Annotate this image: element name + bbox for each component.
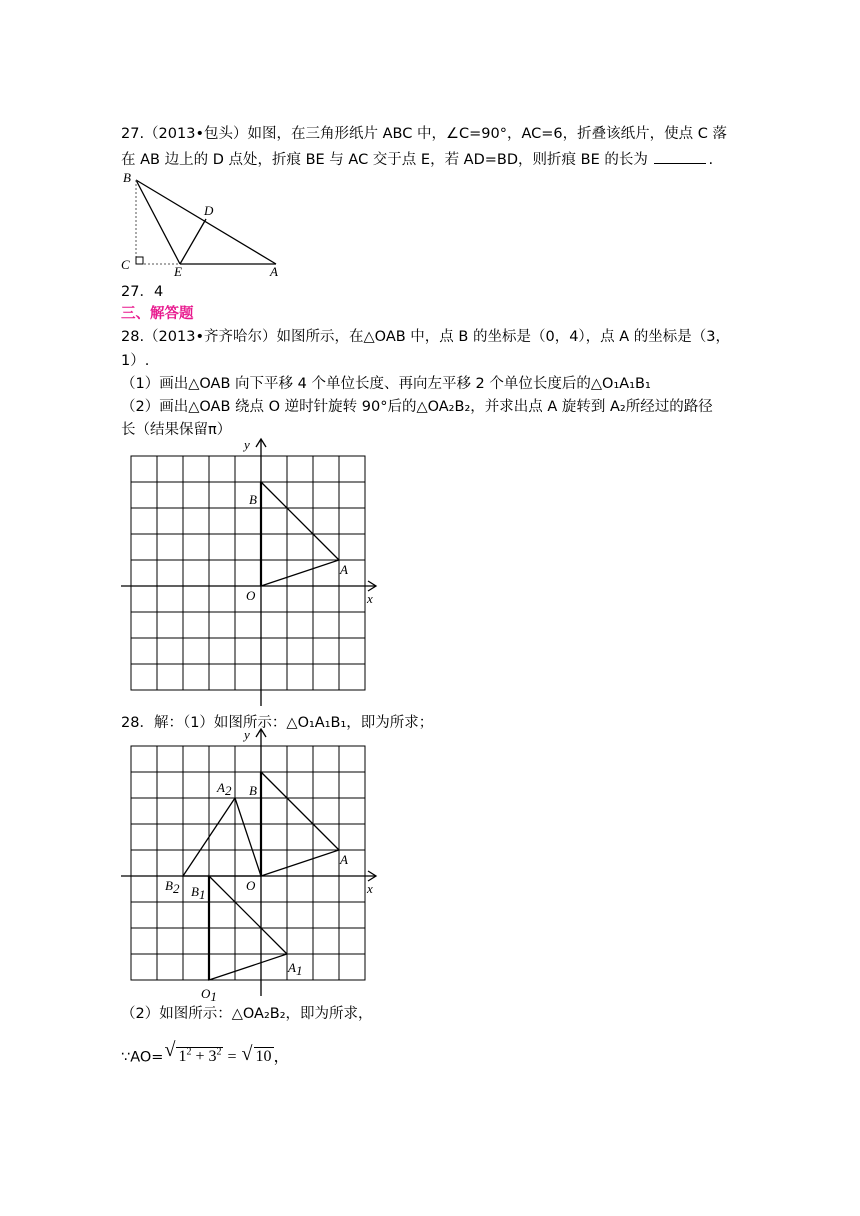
q27-line2 [121, 149, 713, 170]
label-D: D [204, 203, 214, 218]
segment-ED [180, 219, 206, 264]
sol-part2: （2）如图所示：△OA₂B₂，即为所求， [121, 1006, 373, 1022]
label-C: C [121, 257, 130, 272]
label-O: O [246, 878, 256, 893]
q27-line2-text: 在 AB 边上的 D 点处，折痕 BE 与 AC 交于点 E，若 AD=BD，则折痕 BE 的长为 [121, 152, 648, 168]
label-x: x [367, 591, 373, 606]
label-x: x [367, 881, 373, 896]
grid-lines [131, 746, 365, 980]
label-B1: B1 [191, 884, 206, 902]
label-A: A [340, 852, 348, 867]
segment-BA [136, 180, 276, 264]
label-B2: B2 [165, 878, 180, 896]
coordinate-grid-2 [115, 726, 385, 1004]
q27-answer: 27．4 [121, 284, 164, 300]
q27-line2-end: . [708, 152, 714, 168]
label-B: B [249, 783, 257, 798]
q28-part1: （1）画出△OAB 向下平移 4 个单位长度、再向左平移 2 个单位长度后的△O₁A₁B₁ [121, 376, 651, 392]
formula-equals: = [227, 1048, 237, 1066]
label-y: y [244, 727, 250, 742]
triangle-OA2B2 [183, 798, 261, 876]
coordinate-grid-1 [115, 436, 385, 708]
section-heading: 三、解答题 [121, 306, 194, 322]
right-angle-mark [136, 257, 143, 264]
q27-figure [118, 168, 288, 278]
q28-line2: 1）. [121, 353, 150, 369]
q27-line1: 27.（2013•包头）如图，在三角形纸片 ABC 中，∠C=90°，AC=6，折叠该纸片，使点 C 落 [121, 126, 727, 142]
label-A: A [340, 562, 348, 577]
label-A1: A1 [288, 960, 303, 978]
sqrt-ten: √ 10 [243, 1043, 274, 1071]
formula-prefix: ∵AO= [121, 1049, 164, 1066]
sqrt-sum-of-squares: √ $1^2 + 3^2$ [165, 1039, 223, 1071]
label-y: y [244, 437, 250, 452]
label-A: A [270, 264, 278, 279]
label-E: E [174, 264, 182, 279]
label-B: B [249, 492, 257, 507]
q28-line1: 28.（2013•齐齐哈尔）如图所示，在△OAB 中，点 B 的坐标是（0，4），点 A 的坐标是（3， [121, 329, 731, 345]
sol-part1: 28．解：（1）如图所示：△O₁A₁B₁，即为所求； [121, 715, 434, 731]
grid-lines [131, 456, 365, 690]
ao-formula [121, 1039, 290, 1071]
label-O1: O1 [201, 986, 217, 1004]
q28-part2-line1: （2）画出△OAB 绕点 O 逆时针旋转 90°后的△OA₂B₂，并求出点 A 旋转到 A₂所经过的路径 [121, 399, 713, 415]
label-A2: A2 [217, 780, 232, 798]
q28-part2-line2: 长（结果保留π） [121, 422, 232, 438]
label-B: B [123, 170, 131, 185]
label-O: O [246, 588, 256, 603]
answer-blank [654, 149, 706, 164]
formula-suffix: ， [273, 1048, 290, 1066]
